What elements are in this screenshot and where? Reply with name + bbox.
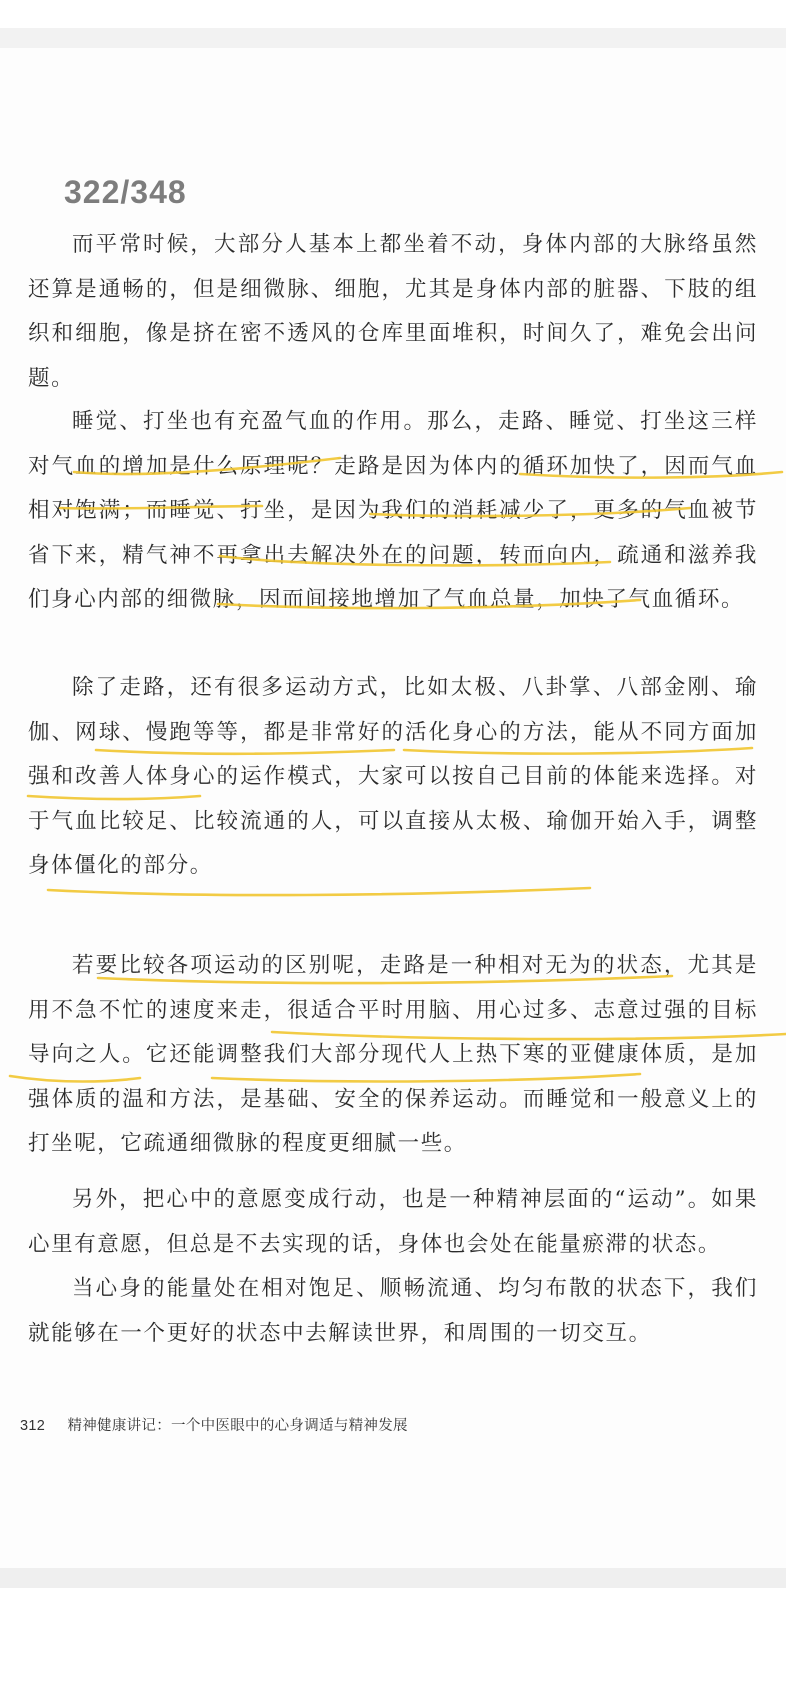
page-footer bbox=[20, 1414, 408, 1435]
paragraph-6: 当心身的能量处在相对饱足、顺畅流通、均匀布散的状态下，我们就能够在一个更好的状态中去解读世界，和周围的一切交互。 bbox=[28, 1276, 758, 1346]
top-divider bbox=[0, 28, 786, 48]
footer-page-number: 312 bbox=[20, 1418, 46, 1434]
bottom-divider bbox=[0, 1568, 786, 1588]
paragraph-2: 睡觉、打坐也有充盈气血的作用。那么，走路、睡觉、打坐这三样对气血的增加是什么原理呢？走路是因为体内的循环加快了，因而气血相对饱满；而睡觉、打坐，是因为我们的消耗减少了，更多的气血被节省下来，精气神不再拿出去解决外在的问题，转而向内，疏通和滋养我们身心内部的细微脉，因而间接地增加了气血总量，加快了气血循环。 bbox=[28, 409, 758, 612]
bottom-bar bbox=[0, 1588, 786, 1704]
paragraph-3: 除了走路，还有很多运动方式，比如太极、八卦掌、八部金刚、瑜伽、网球、慢跑等等，都是非常好的活化身心的方法，能从不同方面加强和改善人体身心的运作模式，大家可以按自己目前的体能来选择。对于气血比较足、比较流通的人，可以直接从太极、瑜伽开始入手，调整身体僵化的部分。 bbox=[28, 675, 758, 878]
paragraph-5: 另外，把心中的意愿变成行动，也是一种精神层面的“运动”。如果心里有意愿，但总是不去实现的话，身体也会处在能量瘀滞的状态。 bbox=[28, 1187, 758, 1257]
top-bar bbox=[0, 0, 786, 28]
footer-book-title: 精神健康讲记：一个中医眼中的心身调适与精神发展 bbox=[67, 1418, 408, 1434]
page-counter: 322/348 bbox=[64, 174, 187, 210]
paragraph-1: 而平常时候，大部分人基本上都坐着不动，身体内部的大脉络虽然还算是通畅的，但是细微脉、细胞，尤其是身体内部的脏器、下肢的组织和细胞，像是挤在密不透风的仓库里面堆积，时间久了，难免会出问题。 bbox=[28, 232, 758, 391]
paragraph-4: 若要比较各项运动的区别呢，走路是一种相对无为的状态，尤其是用不急不忙的速度来走，很适合平时用脑、用心过多、志意过强的目标导向之人。它还能调整我们大部分现代人上热下寒的亚健康体质，是加强体质的温和方法，是基础、安全的保养运动。而睡觉和一般意义上的打坐呢，它疏通细微脉的程度更细腻一些。 bbox=[28, 953, 758, 1156]
